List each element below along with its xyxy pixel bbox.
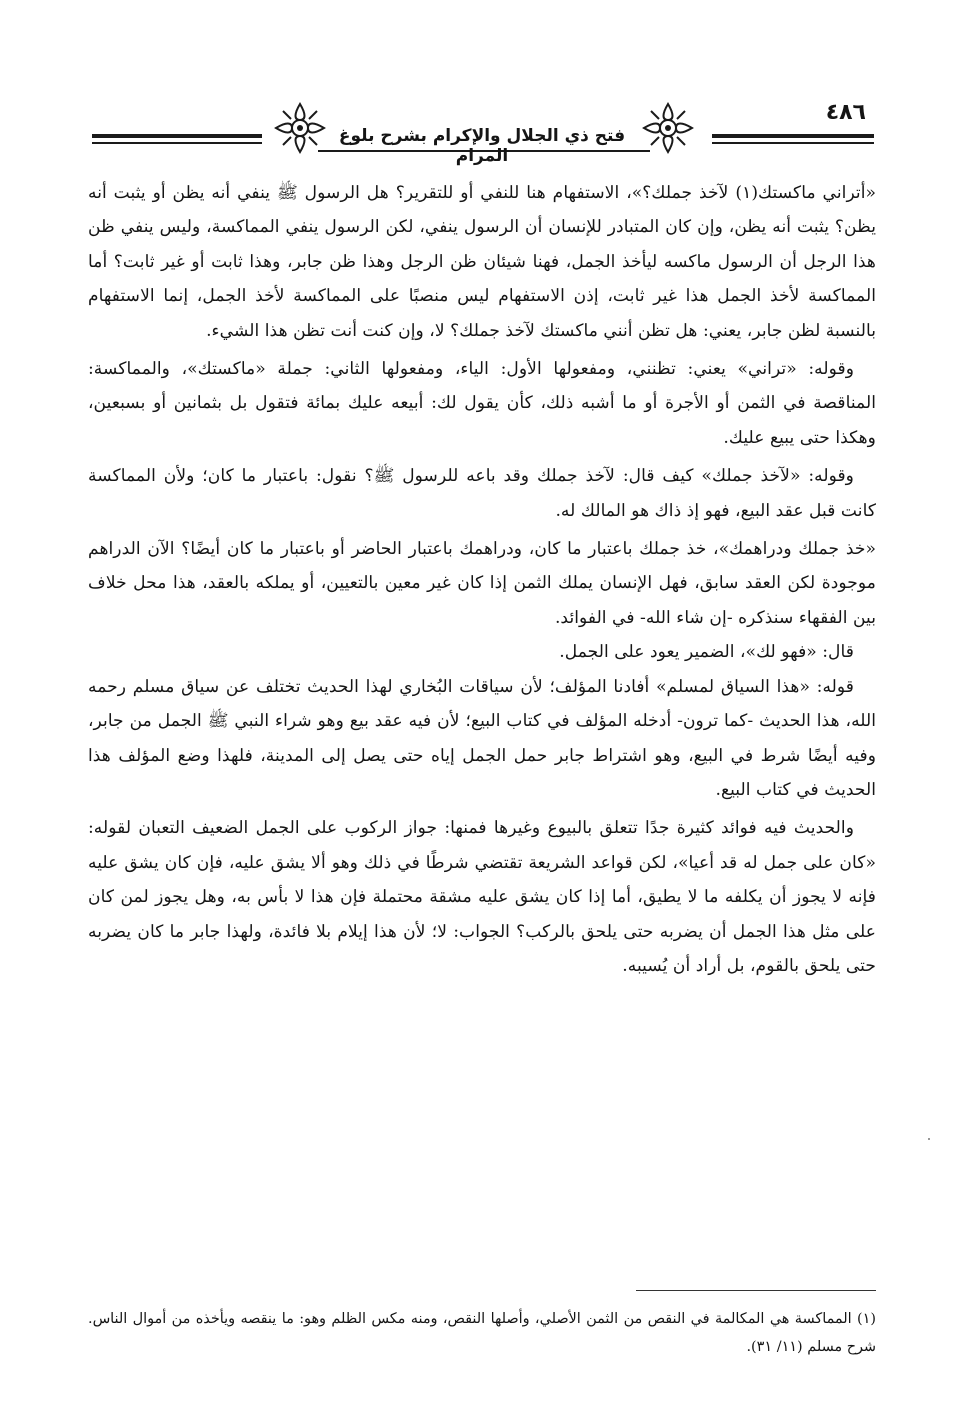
paragraph: وقوله: «تراني» يعني: تظنني، ومفعولها الأول: الياء، ومفعولها الثاني: جملة «ماكستك»، والمماكسة: المناقصة في الثمن أو الأجرة أو ما أشبه ذلك، كأن يقول لك: أبيعه عليك بمائة فتقول بل بثمانين أو بسبعين، وهكذا حتى يبيع عليك. <box>88 359 876 448</box>
book-title: فتح ذي الجلال والإكرام بشرح بلوغ المرام <box>338 126 626 166</box>
margin-mark <box>928 1138 930 1140</box>
ornament-right-icon <box>640 100 696 156</box>
header-rule-right <box>712 134 874 138</box>
paragraph: «خذ جملك ودراهمك»، خذ جملك باعتبار ما كان، ودراهمك باعتبار الحاضر أو باعتبار ما كان أيضًا؟ الآن الدراهم موجودة لكن العقد سابق، فهل الإنسان يملك الثمن إذا كان غير معين بالتعيين، أو يملكه بالعقد، هذا محل خلاف بين الفقهاء سنذكره -إن شاء الله- في الفوائد. <box>88 539 876 628</box>
header-rule-left <box>92 134 262 138</box>
page-header <box>92 96 874 166</box>
header-rule-right-thin <box>712 142 874 144</box>
paragraph: قوله: «هذا السياق لمسلم» أفادنا المؤلف؛ لأن سياقات البُخاري لهذا الحديث تختلف عن سياق مسلم رحمه الله، هذا الحديث -كما ترون- أدخله المؤلف في كتاب البيع؛ لأن فيه عقد بيع وهو شراء النبي ﷺ الجمل من جابر، وفيه أيضًا شرط في البيع، وهو اشتراط جابر حمل الجمل إياه حتى يصل إلى المدينة، فلهذا وضع المؤلف هذا الحديث في كتاب البيع. <box>88 676 876 800</box>
ornament-left-icon <box>272 100 328 156</box>
page-number: ٤٨٦ <box>825 100 866 125</box>
body-text <box>88 176 876 983</box>
footnote: (١) المماكسة هي المكالمة في النقص من الثمن الأصلي، وأصلها النقص، ومنه مكس الظلم وهو: ما ينقصه ويأخذه من أموال الناس. شرح مسلم (١١/ ٣١). <box>88 1311 876 1355</box>
paragraph: وقوله: «لآخذ جملك» كيف قال: لآخذ جملك وقد باعه للرسول ﷺ؟ نقول: باعتبار ما كان؛ ولأن المماكسة كانت قبل عقد البيع، فهو إذ ذاك هو المالك له. <box>88 466 876 521</box>
paragraph: «أتراني ماكستك(١) لآخذ جملك؟»، الاستفهام هنا للنفي أو للتقرير؟ هل الرسول ﷺ ينفي أنه يظن أو يثبت أنه يظن؟ يثبت أنه يظن، وإن كان المتبادر للإنسان أن الرسول ينفي، لكن الرسول ينفي المماكسة، وليس ينفي ظن هذا الرجل أن الرسول ماكسه ليأخذ الجمل، فهنا شيئان ظن الرجل وهذا ظن جابر، وهذا ثابت أو غير ثابت؟ أما المماكسة لأخذ الجمل هذا غير ثابت، إذن الاستفهام ليس منصبًا على المماكسة لأخذ الجمل، إنما الاستفهام بالنسبة لظن جابر، يعني: هل تظن أنني ماكستك لآخذ جملك؟ لا، وإن كنت أنت تظن هذا الشيء. <box>88 183 876 341</box>
paragraph: قال: «فهو لك»، الضمير يعود على الجمل. <box>559 642 854 663</box>
paragraph: والحديث فيه فوائد كثيرة جدًا تتعلق بالبيوع وغيرها فمنها: جواز الركوب على الجمل الضعيف التعبان لقوله: «كان على جمل له قد أعيا»، لكن قواعد الشريعة تقتضي شرطًا في ذلك وهو ألا يشق عليه، فإن كان يشق عليه فإنه لا يجوز أن يكلفه ما لا يطيق، أما إذا كان يشق عليه مشقة محتملة فإن هذا لا بأس به، وهل يجوز لمن كان على مثل هذا الجمل أن يضربه حتى يلحق بالركب؟ الجواب: لا؛ لأن هذا إيلام بلا فائدة، ولهذا جابر ما كان يضربه حتى يلحق بالقوم، بل أراد أن يُسيبه. <box>88 818 876 976</box>
footnote-divider <box>636 1290 876 1291</box>
header-rule-left-thin <box>92 142 262 144</box>
